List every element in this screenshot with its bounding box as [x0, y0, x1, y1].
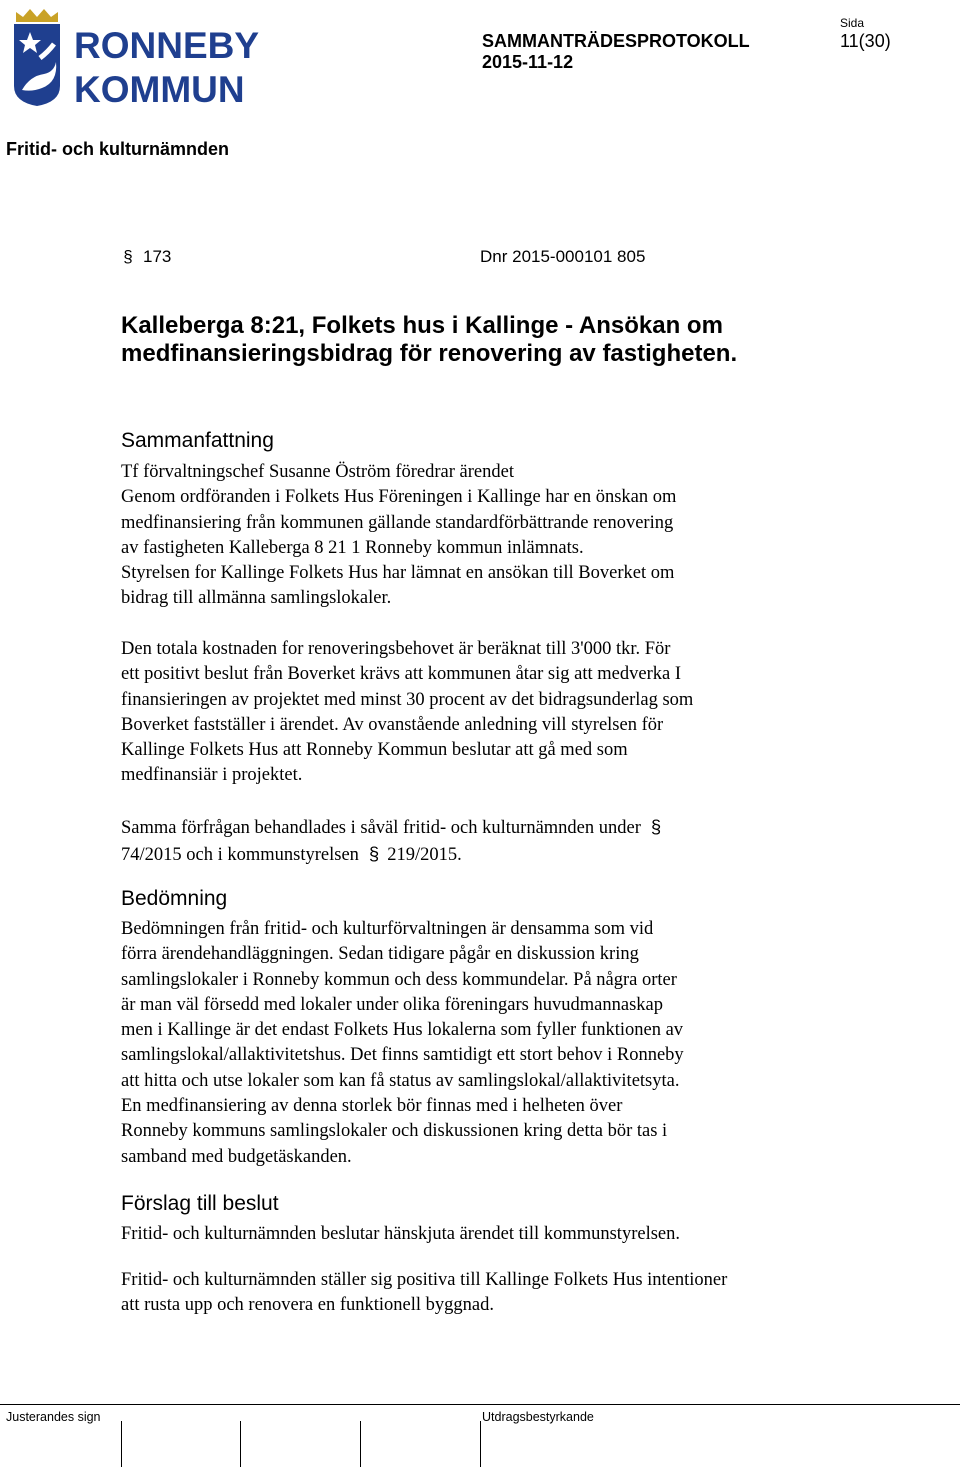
case-number-value: 173 — [143, 247, 172, 266]
text-line: att rusta upp och renovera en funktionell byggnad. — [121, 1295, 494, 1316]
ronneby-coat-of-arms-icon — [10, 6, 270, 110]
text-line: Styrelsen for Kallinge Folkets Hus har lämnat en ansökan till Boverket om — [121, 563, 675, 584]
text-line: förra ärendehandläggningen. Sedan tidigare pågår en diskussion kring — [121, 944, 639, 965]
diary-number: Dnr 2015-000101 805 — [480, 247, 646, 266]
text-line: finansieringen av projektet med minst 30 procent av det bidragsunderlag som — [121, 689, 694, 710]
text-line: att hitta och utse lokaler som kan få status av samlingslokal/allaktivitetsyta. — [121, 1070, 680, 1091]
footer-divider — [0, 1404, 960, 1405]
case-title-line: Kalleberga 8:21, Folkets hus i Kallinge - Ansökan om — [121, 312, 723, 339]
text-line: En medfinansiering av denna storlek bör finnas med i helheten över — [121, 1096, 623, 1117]
page-number: 11(30) — [840, 31, 891, 51]
logo-word-kommun: KOMMUN — [74, 69, 245, 110]
footer-extract-label: Utdragsbestyrkande — [482, 1410, 594, 1424]
text-line — [121, 841, 821, 868]
text-line: Den totala kostnaden for renoveringsbehovet är beräknat till 3'000 tkr. För — [121, 639, 671, 659]
text-line-part: 74/2015 och i kommunstyrelsen — [121, 845, 359, 866]
text-line: medfinansiär i projektet. — [121, 765, 303, 786]
text-line: Kallinge Folkets Hus att Ronneby Kommun beslutar att gå med som — [121, 740, 628, 761]
summary-heading: Sammanfattning — [121, 429, 274, 452]
text-line: Fritid- och kulturnämnden ställer sig positiva till Kallinge Folkets Hus intentioner — [121, 1270, 728, 1290]
signature-box-divider — [480, 1421, 481, 1467]
proposal-heading: Förslag till beslut — [121, 1192, 279, 1215]
summary-paragraph-1 — [121, 460, 821, 612]
proposal-paragraph-2 — [121, 1268, 821, 1319]
assessment-paragraph — [121, 917, 821, 1170]
logo-word-ronneby: RONNEBY — [74, 25, 260, 66]
document-type: SAMMANTRÄDESPROTOKOLL — [482, 31, 750, 51]
summary-paragraph-3 — [121, 814, 821, 869]
section-sign-icon: § — [368, 843, 380, 865]
text-line: Fritid- och kulturnämnden beslutar hänskjuta ärendet till kommunstyrelsen. — [121, 1224, 680, 1244]
text-line: är man väl försedd med lokaler under olika föreningars huvudmannaskap — [121, 994, 663, 1015]
text-line: Ronneby kommuns samlingslokaler och diskussionen kring detta bör tas i — [121, 1121, 668, 1142]
signature-box-divider — [121, 1421, 122, 1467]
text-line: samband med budgetäskanden. — [121, 1146, 352, 1167]
section-sign-icon: § — [123, 247, 133, 266]
text-line: samlingslokaler i Ronneby kommun och dess kommundelar. På några orter — [121, 969, 677, 990]
text-line: Tf förvaltningschef Susanne Öström föredrar ärendet — [121, 462, 514, 482]
signature-box-divider — [240, 1421, 241, 1467]
text-line: Boverket fastställer i ärendet. Av ovanstående anledning vill styrelsen för — [121, 714, 664, 735]
text-line-part: Samma förfrågan behandlades i såväl fritid- och kulturnämnden under — [121, 818, 641, 838]
text-line: medfinansiering från kommunen gällande standardförbättrande renovering — [121, 512, 674, 533]
text-line: bidrag till allmänna samlingslokaler. — [121, 588, 392, 609]
footer-sign-label: Justerandes sign — [6, 1410, 101, 1424]
committee-name: Fritid- och kulturnämnden — [6, 139, 229, 159]
text-line-part: 219/2015. — [387, 845, 462, 866]
proposal-paragraph-1 — [121, 1222, 821, 1247]
text-line: av fastigheten Kalleberga 8 21 1 Ronneby kommun inlämnats. — [121, 537, 584, 558]
text-line: samlingslokal/allaktivitetshus. Det finns samtidigt ett stort behov i Ronneby — [121, 1045, 684, 1066]
summary-paragraph-2 — [121, 637, 821, 789]
meeting-date: 2015-11-12 — [482, 52, 574, 72]
assessment-heading: Bedömning — [121, 887, 228, 910]
case-number — [121, 247, 171, 267]
text-line: ett positivt beslut från Boverket krävs att kommunen åtar sig att medverka I — [121, 664, 681, 685]
section-sign-icon: § — [650, 816, 662, 837]
text-line: Genom ordföranden i Folkets Hus Föreningen i Kallinge har en önskan om — [121, 487, 677, 508]
text-line: Bedömningen från fritid- och kulturförvaltningen är densamma som vid — [121, 919, 654, 939]
text-line — [121, 814, 821, 841]
case-title-line: medfinansieringsbidrag för renovering av fastigheten. — [121, 340, 738, 367]
signature-box-divider — [360, 1421, 361, 1467]
text-line: men i Kallinge är det endast Folkets Hus lokalerna som fyller funktionen av — [121, 1020, 684, 1041]
municipality-logo — [10, 6, 270, 110]
page-label: Sida — [840, 16, 865, 30]
case-title — [121, 312, 881, 368]
